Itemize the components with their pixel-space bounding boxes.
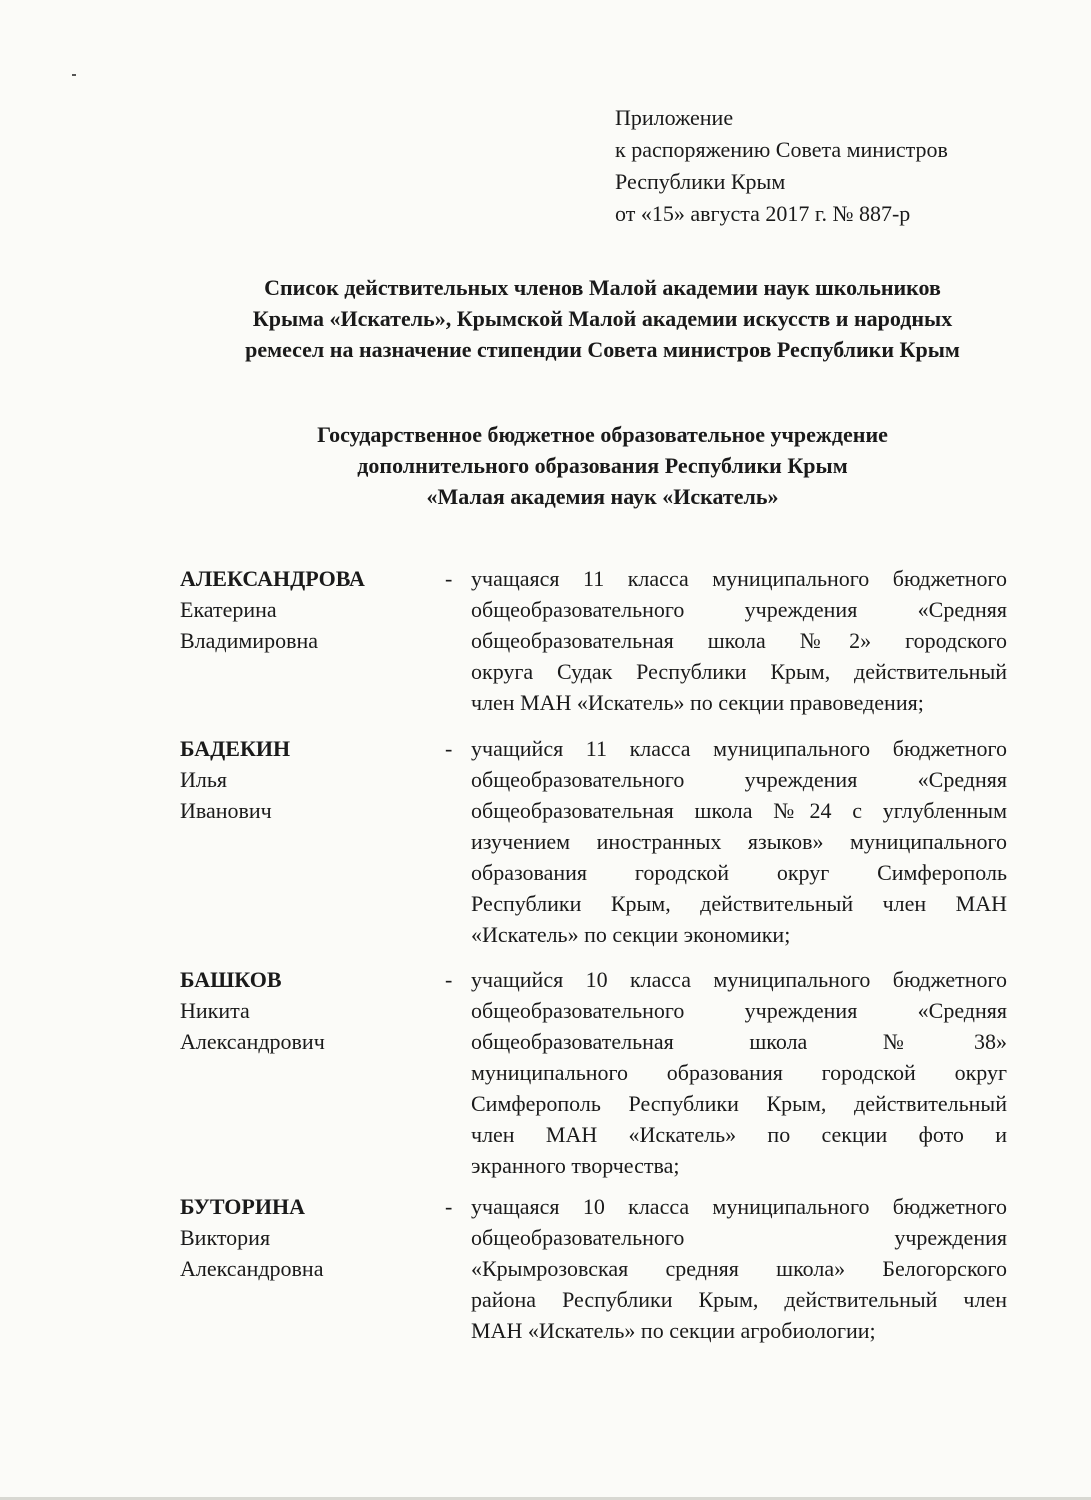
- member-surname: БУТОРИНА: [180, 1194, 305, 1219]
- description-line: «Крымрозовская средняя школа» Белогорского: [471, 1256, 1007, 1281]
- description-line: общеобразовательного учреждения: [471, 1225, 1007, 1250]
- organization-line-2: дополнительного образования Республики Крым: [357, 453, 848, 478]
- document-title: [180, 272, 1025, 365]
- member-name: [180, 964, 440, 1057]
- description-line: общеобразовательная школа №2» городского: [471, 628, 1007, 653]
- member-name: [180, 1191, 440, 1284]
- member-patronymic: Владимировна: [180, 628, 319, 653]
- entry-dash: -: [445, 566, 453, 591]
- organization-heading: [180, 419, 1025, 512]
- scan-mark: [72, 74, 76, 76]
- description-line: образования городской округ Симферополь: [471, 860, 1007, 885]
- description-line: учащаяся 11 класса муниципального бюджетного: [471, 566, 1007, 591]
- description-line: учащаяся 10 класса муниципального бюджетного: [471, 1194, 1007, 1219]
- member-first-name: Никита: [180, 998, 250, 1023]
- member-surname: БАДЕКИН: [180, 736, 291, 761]
- description-line: Симферополь Республики Крым, действительный: [471, 1091, 1007, 1116]
- entry-dash: -: [445, 967, 453, 992]
- member-description: [471, 1191, 1007, 1346]
- description-line: муниципального образования городской округ: [471, 1060, 1007, 1085]
- member-patronymic: Иванович: [180, 798, 272, 823]
- title-line-2: Крыма «Искатель», Крымской Малой академии искусств и народных: [252, 306, 953, 331]
- description-line: экранного творчества;: [471, 1153, 680, 1178]
- entry-dash: -: [445, 1194, 453, 1219]
- description-line: общеобразовательного учреждения «Средняя: [471, 597, 1007, 622]
- title-line-1: Список действительных членов Малой академии наук школьников: [264, 275, 941, 300]
- title-line-3: ремесел на назначение стипендии Совета министров Республики Крым: [245, 337, 960, 362]
- description-line: Республики Крым, действительный член МАН: [471, 891, 1007, 916]
- member-patronymic: Александрович: [180, 1029, 325, 1054]
- description-line: член МАН «Искатель» по секции правоведения;: [471, 690, 924, 715]
- description-line: округа Судак Республики Крым, действительный: [471, 659, 1007, 684]
- description-line: член МАН «Искатель» по секции фото и: [471, 1122, 1007, 1147]
- description-line: МАН «Искатель» по секции агробиологии;: [471, 1318, 876, 1343]
- member-surname: АЛЕКСАНДРОВА: [180, 566, 365, 591]
- description-line: общеобразовательного учреждения «Средняя: [471, 767, 1007, 792]
- member-first-name: Илья: [180, 767, 228, 792]
- description-line: учащийся 10 класса муниципального бюджетного: [471, 967, 1007, 992]
- member-description: [471, 733, 1007, 950]
- entry-dash: -: [445, 736, 453, 761]
- member-surname: БАШКОВ: [180, 967, 282, 992]
- description-line: общеобразовательная школа №38»: [471, 1029, 1007, 1054]
- member-first-name: Виктория: [180, 1225, 271, 1250]
- appendix-line-1: Приложение: [615, 105, 734, 130]
- organization-line-3: «Малая академия наук «Искатель»: [426, 484, 779, 509]
- member-description: [471, 964, 1007, 1181]
- description-line: района Республики Крым, действительный член: [471, 1287, 1007, 1312]
- member-name: [180, 563, 440, 656]
- member-patronymic: Александровна: [180, 1256, 324, 1281]
- description-line: общеобразовательного учреждения «Средняя: [471, 998, 1007, 1023]
- member-first-name: Екатерина: [180, 597, 277, 622]
- appendix-line-2: к распоряжению Совета министров: [615, 137, 948, 162]
- appendix-line-3: Республики Крым: [615, 169, 786, 194]
- appendix-line-4: от «15» августа 2017 г. № 887-р: [615, 201, 911, 226]
- description-line: общеобразовательная школа №24 с углубленным: [471, 798, 1007, 823]
- member-description: [471, 563, 1007, 718]
- description-line: учащийся 11 класса муниципального бюджетного: [471, 736, 1007, 761]
- description-line: «Искатель» по секции экономики;: [471, 922, 791, 947]
- appendix-header: [615, 102, 948, 230]
- description-line: изучением иностранных языков» муниципального: [471, 829, 1007, 854]
- member-name: [180, 733, 440, 826]
- organization-line-1: Государственное бюджетное образовательное учреждение: [317, 422, 888, 447]
